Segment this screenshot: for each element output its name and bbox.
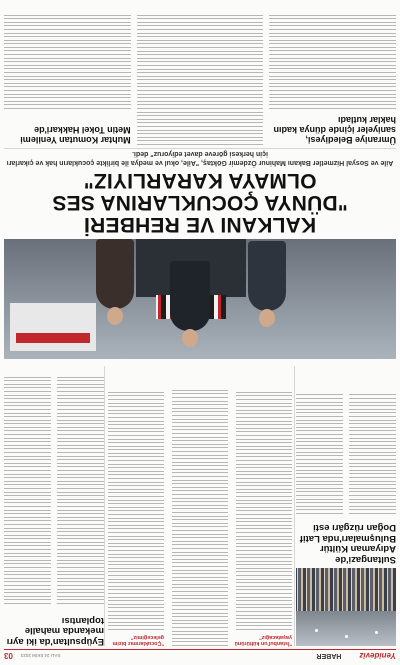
main-article-body xyxy=(106,366,292,646)
bottom-articles xyxy=(4,5,396,145)
article-title: Ümraniye Belediyesi, saniyeler içinde dünya kadın haklar kutladı xyxy=(273,115,396,145)
article-body-text xyxy=(108,389,164,630)
pull-quote: "İstanbul'un kültürünü yaşatacağız" xyxy=(234,633,292,646)
column-divider xyxy=(104,366,105,646)
article-body-text xyxy=(137,12,264,145)
masthead-logo: Yenideviz xyxy=(359,651,396,661)
concert-crowd-photo-icon xyxy=(296,568,396,646)
article-body-text xyxy=(269,12,396,109)
main-subhead: Aile ve Sosyal Hizmetler Bakanı Mahinur Özdemir Göktaş, "Aile, okul ve medya ile birlikte çocukların hak ve çıkarları için herkesi göreve davet ediyoruz" dedi. xyxy=(6,150,394,166)
article-body-text xyxy=(4,12,131,109)
article-body-text xyxy=(296,392,343,514)
right-article xyxy=(4,615,104,647)
article-title: Muhtar Komutan Yenilemi Metin Tokel Hakkari'de xyxy=(20,125,131,145)
press-conference-photo-icon xyxy=(4,239,396,359)
left-article xyxy=(296,366,396,646)
article-body-text xyxy=(4,374,51,604)
section-label: HABER xyxy=(316,652,342,660)
article-title: Eyüpsultan'da iki ayrı mekanda mahalle toplantısı xyxy=(6,615,104,647)
article-body-text xyxy=(236,389,292,630)
article-body-text xyxy=(172,387,228,646)
article-body-text xyxy=(57,374,104,604)
page-number: 03 xyxy=(4,651,13,661)
headline-line-2: "DÜNYA ÇOCUKLARINA SES OLMAYA KARARLIYIZ" xyxy=(52,169,348,214)
section-divider xyxy=(4,148,396,149)
headline-line-1: KALKANI VE REHBERİ xyxy=(83,213,317,236)
column-divider xyxy=(294,366,295,646)
main-headline xyxy=(6,169,394,235)
article-title: Sultangazi'de Adıyaman Kültür Buluşmaları'nda Latif Doğan rüzgârı esti xyxy=(299,522,396,565)
masthead-rule xyxy=(4,649,396,650)
pull-quote: "Çocuklarımız bizim geleceğimiz" xyxy=(112,633,164,646)
masthead xyxy=(4,651,396,661)
article-body-text xyxy=(349,392,396,514)
issue-date: SALI 24 EKİM 2023 xyxy=(20,653,61,659)
